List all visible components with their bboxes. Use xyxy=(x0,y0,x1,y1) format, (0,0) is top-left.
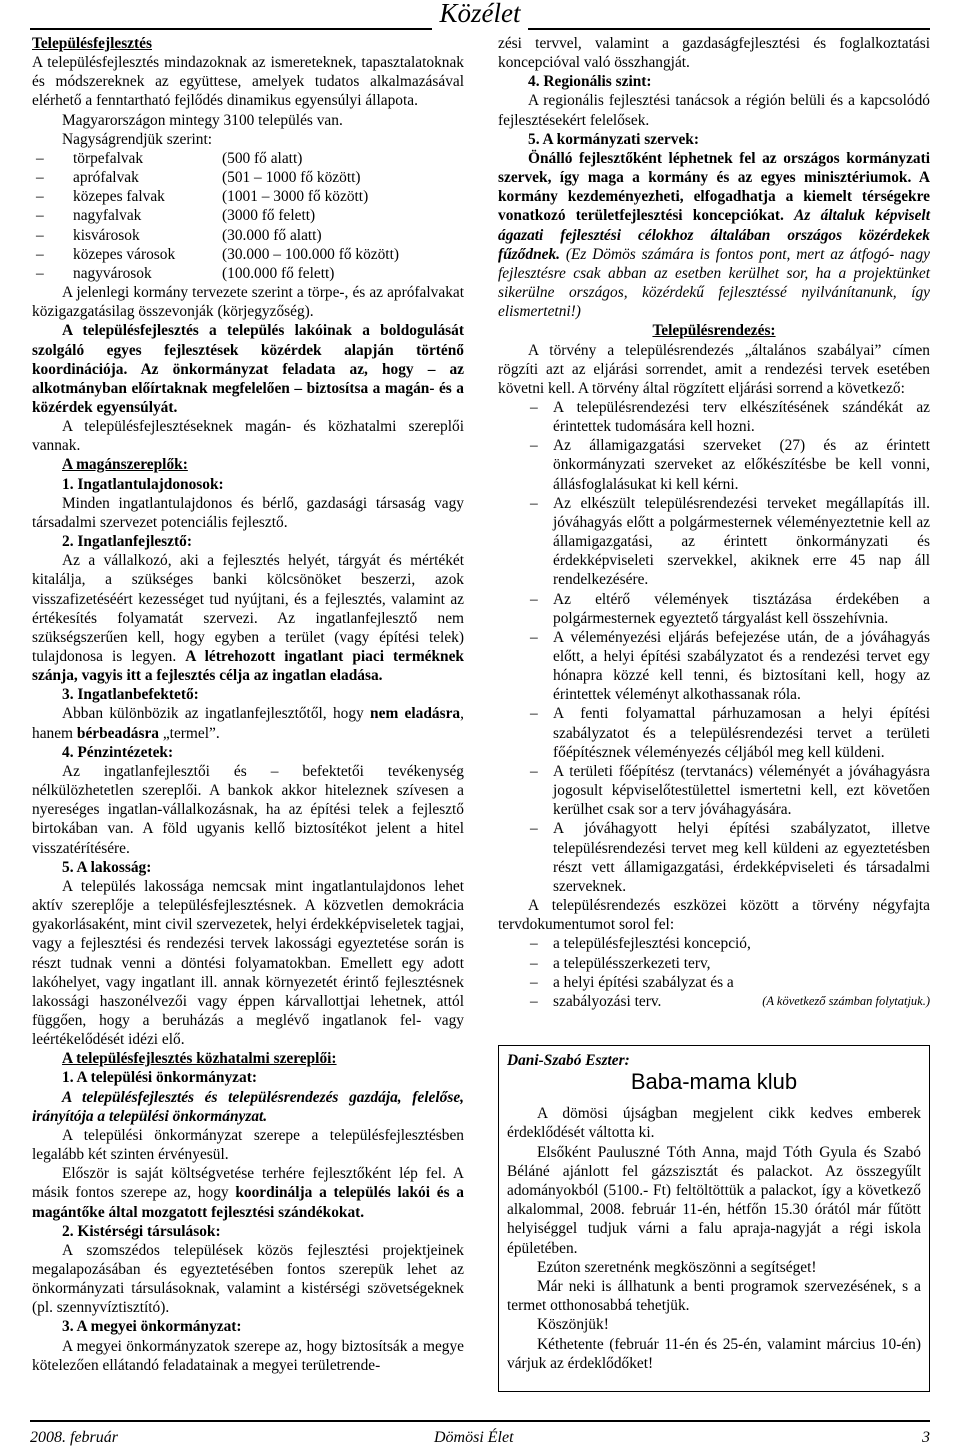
list-item: – közepes falvak (1001 – 3000 fő között) xyxy=(36,188,369,206)
investor-text: Abban különbözik az ingatlanfejlesztőtől, hogy nem eladásra, hanem bérbeadásra „termel”. xyxy=(32,705,464,742)
list-item: – aprófalvak (501 – 1000 fő között) xyxy=(36,169,361,187)
list-item: – a helyi építési szabályzat és a xyxy=(530,973,734,991)
developer-text: Az a vállalkozó, aki a fejlesztés helyét, tárgyát és mértékét kitalálja, a szükséges banki kölcsönöket beszerzi, azok visszafizetéséért kezességet tud nyújtani, és a fejlesztés, valamint az értékesítés folyamatát szervezi. Az ingatlanfejlesztő nem szükségszerűen kell, hogy egyben a terület (vagy építési telek) tulajdonosa is legyen. A létrehozott ingatlant piaci terméknek szánja, vagyis itt a fejlesztés célja az ingatlan eladása. xyxy=(32,552,464,685)
reform-paragraph: A jelenlegi kormány tervezete szerint a törpe-, és az aprófalvakat közigazgatásilag összevonják (körjegyzőség). xyxy=(32,284,464,321)
residents-text: A település lakossága nemcsak mint ingatlantulajdonos lehet aktív szereplője a településfejlesztésnek. A közvetlen demokrácia gyakorlásaként, mint civil szervezetek, helyi érdekképviseletek tagjai, vagy a fejlesztési és rendezési tervek lakossági egyeztetése során is részt tudnak venni a döntési folyamatokban. Emellett egy adott lakóhelyet, vagy ingatlant ill. annak környezetét érintő fejlesztésnek lakossági haszonélvezői vagy éppen kárvallottjai lehetnek, attól függően, hogy a beruházás a meglévő ingatlanok fel- vagy leértékelődését idézi elő. xyxy=(32,877,464,1049)
box-paragraph: Már neki is állhatunk a benti programok szervezésének, s a termet otthonosabbá tehetjük. xyxy=(507,1278,921,1315)
list-item: – A véleményezési eljárás befejezése után, de a jóváhagyás előtt, a helyi építési szabályzatot és a rendezési tervet egy hónapra közzé kell tenni, és biztosítani kell, hogy az érintettek véleményt alkothassanak róla. xyxy=(530,628,930,704)
list-item: – szabályozási terv. (A következő számban folytatjuk.) xyxy=(530,992,930,1010)
investor-title: 3. Ingatlanbefektető: xyxy=(62,686,199,704)
municipality-text: A települési önkormányzat szerepe a településfejlesztésben legalább két szinten érvényesül. xyxy=(32,1126,464,1164)
government-title: 5. A kormányzati szervek: xyxy=(528,130,699,148)
county-text: A megyei önkormányzatok szerepe az, hogy biztosítsák a megye kötelezően ellátandó feladatainak a megyei területrende- xyxy=(32,1337,464,1374)
microregion-title: 2. Kistérségi társulások: xyxy=(62,1222,221,1240)
banks-title: 4. Pénzintézetek: xyxy=(62,743,174,761)
list-item: – Az elkészült településrendezési terveket megállapítás ill. jóváhagyás előtt a polgármesternek véleményeztetnie kell az államigazgatási, az érintett önkormányzati és érdekképviseleti szervekkel, akiknek erre 45 nap áll rendelkezésére. xyxy=(530,494,930,589)
banks-text: Az ingatlanfejlesztői és – befektetői tevékenység nélkülözhetetlen szereplői. A bankok akkor hiteleznek szívesen a nyereséges ingatlan-vállalkozásnak, ha az építési telek a fejlesztő birtokában van. A föld ugyanis kellő biztosítékot jelent a hitel visszatérítésére. xyxy=(32,762,464,857)
box-thanks: Köszönjük! xyxy=(537,1316,609,1334)
continued-note: (A következő számban folytatjuk.) xyxy=(762,993,930,1008)
list-item: – nagyvárosok (100.000 fő felett) xyxy=(36,264,335,282)
list-item: – Az államigazgatási szerveket (27) és az érintett önkormányzati szerveket az előkészítésbe be kell vonni, állásfoglalásukat ki kell kérni. xyxy=(530,437,930,493)
private-actors-heading: A magánszereplők: xyxy=(62,456,188,474)
planning-intro: A törvény a településrendezés „általános szabályai” címen rögzíti azt az eljárási sorrendet, amit a rendezési tervek esetében követni kell. A törvény által rögzített eljárási sorrend a következő: xyxy=(498,341,930,397)
size-intro: Nagyságrendjük szerint: xyxy=(62,130,213,148)
header-rule-left xyxy=(30,28,432,30)
article-heading: Településfejlesztés xyxy=(32,35,152,52)
owners-title: 1. Ingatlantulajdonosok: xyxy=(62,475,224,493)
government-text: Önálló fejlesztőként léphetnek fel az országos kormányzati szervek, így maga a kormány és az egyes minisztériumok. A kormány kezdeményezheti, elfogadhatja a kiemelt térségekre vonatkozó területfejlesztési koncepciókat. Az általuk képviselt ágazati fejlesztési célokhoz általában országos közérdekek fűződnek. (Ez Dömös számára is fontos pont, mert az átfogó- nagy fejlesztésre csak abban az esetben kerülhet sor, ha a projektünket sikerülne országos, közérdekű fejlesztéssé nyilvánítanunk, így elismertetni!) xyxy=(498,149,930,321)
page-number: 3 xyxy=(922,1429,930,1446)
box-paragraph: Kéthetente (február 11-én és 25-én, valamint március 10-én) várjuk az érdeklődőket! xyxy=(507,1335,921,1372)
planning-heading: Településrendezés: xyxy=(652,322,776,340)
list-item: – a településfejlesztési koncepció, xyxy=(530,935,751,953)
goal-paragraph: A településfejlesztés a település lakóinak a boldogulását szolgáló egyes fejlesztések közérdek alapján történő koordinációja. Az önkormányzat feladata az, hogy – az alkotmányban előírtaknak megfelelően – biztosítsa a magán- és a közérdek egyensúlyát. xyxy=(32,322,464,416)
box-paragraph: Elsőként Pauluszné Tóth Anna, majd Tóth Gyula és Szabó Béláné ajánlott fel gázszisztát és palackot. Az összegyűlt adományokból (5100.- Ft) feltöltöttük a palackot, így a következő alkalommal, 2008. február 11-én, hétfőn 15.30 órától már fűtött helyiséggel tudjuk várni a falu apraja-nagyját a régi iskola épületében. xyxy=(507,1143,921,1257)
list-item: – törpefalvak (500 fő alatt) xyxy=(36,149,303,167)
section-title: Közélet xyxy=(439,0,521,28)
right-column xyxy=(498,34,930,1011)
list-item: – A jóváhagyott helyi építési szabályzatot, illetve településrendezési tervet meg kell küldeni az egyeztetésben részt vett államigazgatási, érdekképviseleti és társadalmi szerveknek. xyxy=(530,820,930,895)
size-list xyxy=(32,149,464,283)
list-item: – A fenti folyamattal párhuzamosan a helyi építési szabályzatot és a településrendezési tervet a területi főépítésznek véleményezés céljából meg kell küldeni. xyxy=(530,705,930,761)
developer-title: 2. Ingatlanfejlesztő: xyxy=(62,533,192,551)
owners-text: Minden ingatlantulajdonos és bérlő, gazdasági társaság vagy társadalmi szervezet potenciális fejlesztő. xyxy=(32,494,464,531)
municipality-italic: A településfejlesztés és településrendezés gazdája, felelőse, irányítója a települési önkormányzat. xyxy=(32,1088,464,1125)
footer-rule xyxy=(30,1420,930,1422)
public-actors-heading: A településfejlesztés közhatalmi szereplői: xyxy=(62,1050,337,1068)
left-column xyxy=(32,34,464,1375)
actors-paragraph: A településfejlesztéseknek magán- és közhatalmi szereplői vannak. xyxy=(32,418,464,455)
list-item: – Az eltérő vélemények tisztázása érdekében a polgármesternek egyeztető tárgyalást kell összehívnia. xyxy=(530,590,930,627)
regional-text: A regionális fejlesztési tanácsok a régión belüli és a kapcsolódó fejlesztésekért felelősek. xyxy=(498,92,930,129)
list-item: – nagyfalvak (3000 fő felett) xyxy=(36,207,316,225)
list-item: – a településszerkezeti terv, xyxy=(530,954,711,972)
procedure-list xyxy=(498,398,930,896)
intro-paragraph: A településfejlesztés mindazoknak az ismereteknek, tapasztalatoknak és módszereknek az együttese, amelyek tudatos alkalmazásával elérhető a fenntartható fejlődés dinamikus egyensúlyi állapota. xyxy=(32,54,464,110)
county-title: 3. A megyei önkormányzat: xyxy=(62,1318,242,1336)
footer-publication: Dömösi Élet xyxy=(434,1429,514,1446)
tools-list xyxy=(498,934,930,1011)
page-header xyxy=(0,0,960,30)
list-item: – kisvárosok (30.000 fő alatt) xyxy=(36,226,322,244)
county-text-continued: zési tervvel, valamint a gazdaságfejlesztési és foglalkoztatási koncepcióval való összhangját. xyxy=(498,35,930,72)
header-rule-right xyxy=(528,28,930,30)
list-item: – A településrendezési terv elkészítésének szándékát az érintettek tudomására kell hozni. xyxy=(530,398,930,436)
tools-intro: A településrendezés eszközei között a törvény négyfajta tervdokumentumot sorol fel: xyxy=(498,897,930,934)
microregion-text: A szomszédos települések közös fejlesztési projektjeinek megalapozásában és egyeztetésében fontos szerepük lehet az önkormányzati társulásoknak, valamint a kistérségi szövetségeknek (pl. szennyvíztisztító). xyxy=(32,1241,464,1317)
residents-title: 5. A lakosság: xyxy=(62,858,152,876)
box-paragraph: Ezúton szeretnénk megköszönni a segítséget! xyxy=(537,1258,817,1276)
municipality-title: 1. A települési önkormányzat: xyxy=(62,1069,257,1087)
box-paragraph: A dömösi újságban megjelent cikk kedves emberek érdeklődését váltotta ki. xyxy=(507,1105,921,1142)
settlement-count: Magyarországon mintegy 3100 település van. xyxy=(62,111,343,129)
footer-date: 2008. február xyxy=(30,1429,118,1446)
regional-title: 4. Regionális szint: xyxy=(528,73,652,91)
municipality-text-2: Először is saját költségvetése terhére fejlesztőként lép fel. A másik fontos szerepe az, hogy koordinálja a település lakói és a magántőke által mozgatott fejlesztési szándékokat. xyxy=(32,1165,464,1221)
list-item: – közepes városok (30.000 – 100.000 fő között) xyxy=(36,245,399,263)
box-author: Dani-Szabó Eszter: xyxy=(507,1052,630,1069)
box-title: Baba-mama klub xyxy=(630,1069,798,1095)
list-item: – A területi főépítész (tervtanács) véleményét a jóváhagyásra jogosult képviselőtestülettel ismertetni kell, ezt követően kerülhet csak sor a terv jóváhagyására. xyxy=(530,762,930,819)
baby-club-box xyxy=(498,1045,930,1392)
page-footer xyxy=(0,1420,960,1451)
